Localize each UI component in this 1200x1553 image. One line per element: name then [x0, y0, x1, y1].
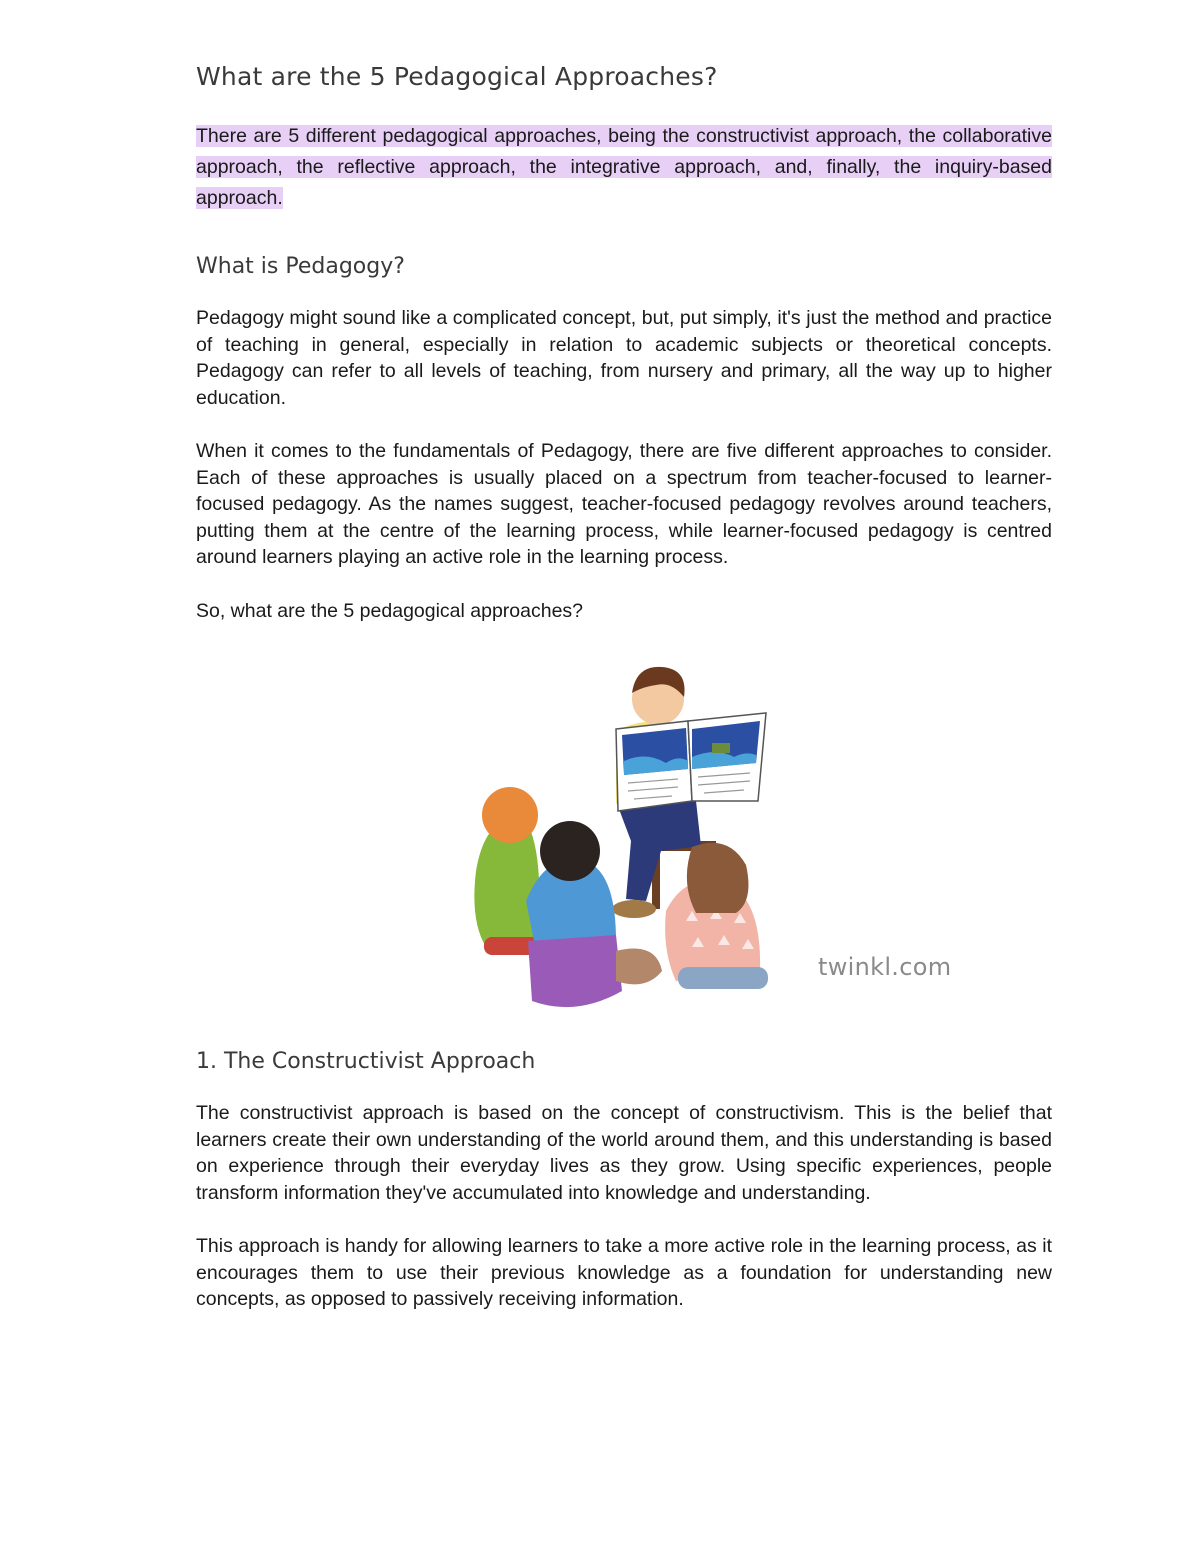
- highlighted-answer: [196, 121, 1052, 214]
- storytime-illustration: [466, 651, 786, 1019]
- twinkl-logo: twinkl.com: [818, 953, 952, 981]
- paragraph-constructivist-definition: The constructivist approach is based on the concept of constructivism. This is the belief that learners create their own understanding of the world around them, and this understanding is based on experience through their everyday lives as they grow. Using specific experiences, people transform information they've accumulated into knowledge and understanding.: [196, 1102, 1052, 1204]
- page-title: What are the 5 Pedagogical Approaches?: [196, 62, 718, 91]
- document-page: [196, 62, 1052, 1340]
- heading-what-is-pedagogy: What is Pedagogy?: [196, 254, 405, 279]
- illustration-figure: [196, 651, 1052, 1023]
- paragraph-pedagogy-definition: Pedagogy might sound like a complicated concept, but, put simply, it's just the method and practice of teaching in general, especially in relation to academic subjects or theoretical concepts. Pedagogy can refer to all levels of teaching, from nursery and primary, all the way up to higher education.: [196, 307, 1052, 409]
- heading-constructivist-approach: 1. The Constructivist Approach: [196, 1049, 536, 1074]
- paragraph-question: So, what are the 5 pedagogical approaches?: [196, 599, 584, 622]
- paragraph-constructivist-benefit: This approach is handy for allowing learners to take a more active role in the learning process, as it encourages them to use their previous knowledge as a foundation for understanding new concepts, as opposed to passively receiving information.: [196, 1235, 1052, 1310]
- paragraph-pedagogy-approaches: When it comes to the fundamentals of Pedagogy, there are five different approaches to consider. Each of these approaches is usually placed on a spectrum from teacher-focused to learner-focused pedagogy. As the names suggest, teacher-focused pedagogy revolves around teachers, putting them at the centre of the learning process, while learner-focused pedagogy is centred around learners playing an active role in the learning process.: [196, 440, 1052, 568]
- answer-highlight: There are 5 different pedagogical approaches, being the constructivist approach, the collaborative approach, the reflective approach, the integrative approach, and, finally, the inquiry-based approach.: [196, 125, 1052, 209]
